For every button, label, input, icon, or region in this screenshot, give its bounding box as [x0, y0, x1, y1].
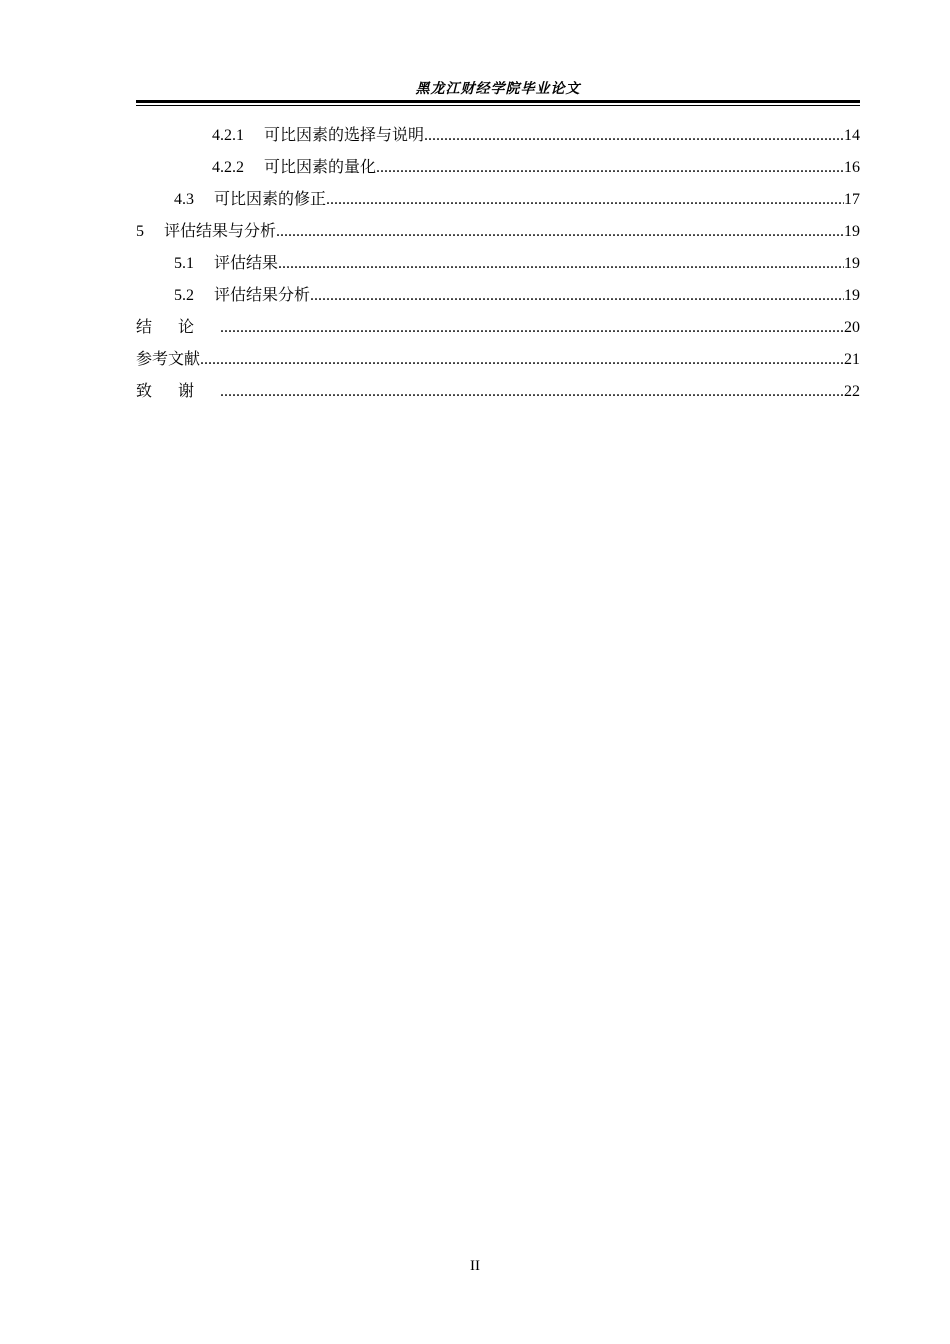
toc-dot-leader [220, 376, 844, 408]
toc-entry-number: 4.3 [174, 191, 194, 208]
page-number: II [470, 1258, 480, 1274]
toc-entry[interactable] [136, 215, 860, 247]
toc-entry-page: 19 [844, 287, 860, 304]
toc-entry-page: 17 [844, 191, 860, 208]
toc-entry-page: 20 [844, 319, 860, 336]
toc-entry-title: 可比因素的选择与说明 [264, 125, 425, 144]
toc-dot-leader [276, 216, 844, 248]
toc-entry-title: 评估结果分析 [214, 285, 311, 304]
toc-entry[interactable] [136, 279, 860, 311]
toc-dot-leader [220, 312, 844, 344]
header-rule-thin [136, 105, 860, 106]
toc-entry-title: 结论 [136, 317, 221, 336]
toc-entry-number: 4.2.1 [212, 127, 244, 144]
toc-entry[interactable] [136, 247, 860, 279]
toc-entry[interactable] [136, 151, 860, 183]
toc-entry-number: 5 [136, 223, 144, 240]
toc-entry-page: 22 [844, 383, 860, 400]
toc-entry-references[interactable] [136, 343, 860, 375]
table-of-contents [136, 119, 860, 407]
toc-entry-page: 19 [844, 255, 860, 272]
toc-entry[interactable] [136, 183, 860, 215]
toc-entry-conclusion[interactable] [136, 311, 860, 343]
header-rule-thick [136, 100, 860, 103]
toc-entry-title: 致谢 [136, 381, 221, 400]
toc-entry-number: 5.2 [174, 287, 194, 304]
toc-dot-leader [200, 344, 844, 376]
toc-entry-number: 5.1 [174, 255, 194, 272]
toc-entry-number: 4.2.2 [212, 159, 244, 176]
toc-entry-acknowledgements[interactable] [136, 375, 860, 407]
toc-dot-leader [326, 184, 844, 216]
toc-dot-leader [310, 280, 844, 312]
toc-dot-leader [278, 248, 844, 280]
toc-entry-page: 14 [844, 127, 860, 144]
toc-dot-leader [376, 152, 844, 184]
toc-entry[interactable] [136, 119, 860, 151]
toc-entry-page: 21 [844, 351, 860, 368]
toc-entry-page: 16 [844, 159, 860, 176]
toc-entry-title: 参考文献 [136, 349, 201, 368]
running-header: 黑龙江财经学院毕业论文 [415, 81, 581, 97]
toc-dot-leader [424, 120, 844, 152]
toc-entry-title: 可比因素的修正 [214, 189, 327, 208]
toc-entry-title: 可比因素的量化 [264, 157, 377, 176]
toc-entry-title: 评估结果与分析 [164, 221, 277, 240]
toc-entry-title: 评估结果 [214, 253, 279, 272]
toc-entry-page: 19 [844, 223, 860, 240]
